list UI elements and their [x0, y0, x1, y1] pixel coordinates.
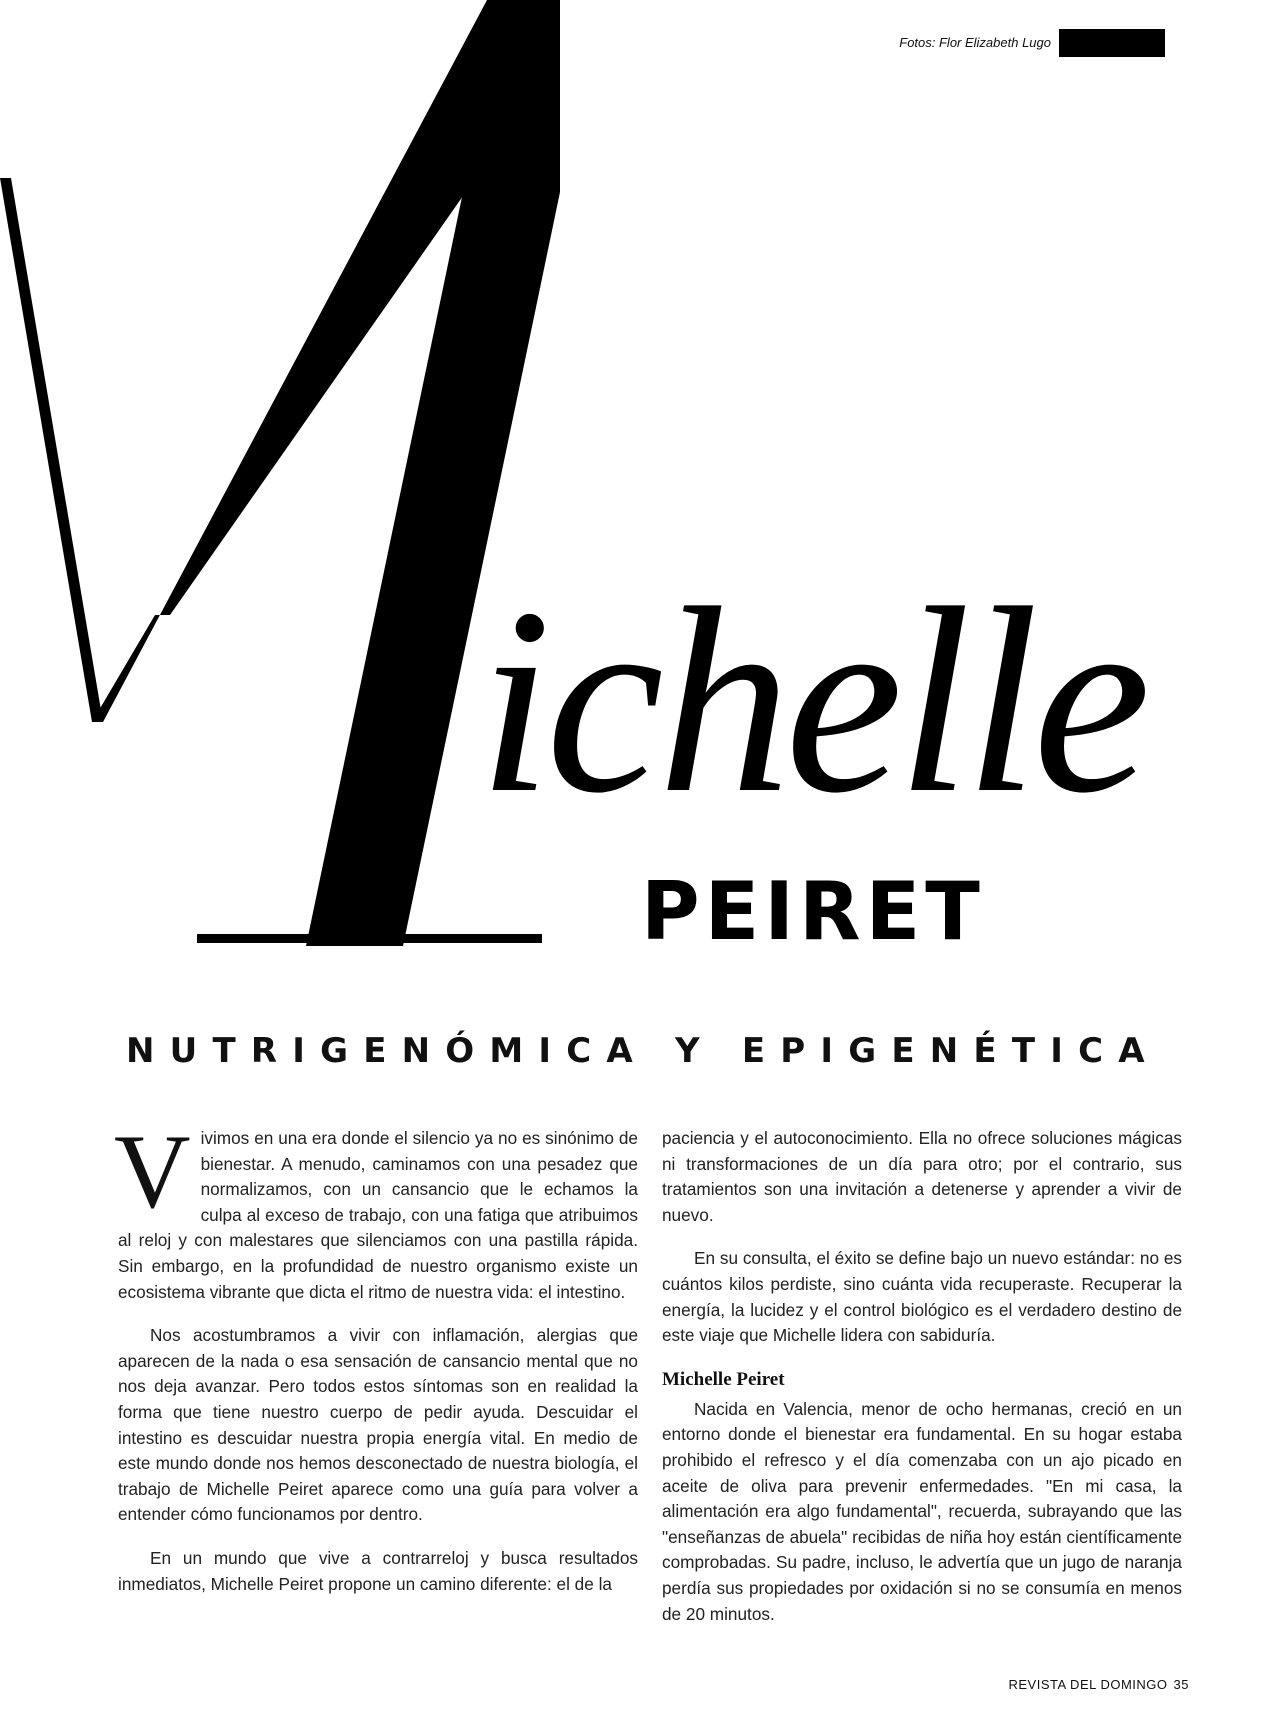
page-footer [1009, 1677, 1190, 1692]
publication-name: REVISTA DEL DOMINGO [1008, 1677, 1168, 1692]
subtitle: NUTRIGENÓMICA Y EPIGENÉTICA [126, 1031, 1160, 1071]
photo-credit-text: Fotos: Flor Elizabeth Lugo [899, 35, 1051, 50]
title-initial-m [0, 0, 560, 950]
article-column-right [662, 1126, 1182, 1645]
paragraph: En su consulta, el éxito se define bajo un nuevo estándar: no es cuántos kilos perdiste, sino cuánta vida recuperaste. Recuperar la energía, la lucidez y el control biológico es el verdadero destino de este viaje que Michelle lidera con sabiduría. [662, 1248, 1182, 1346]
svg-text:M: M [0, 0, 1, 1]
paragraph [114, 1113, 638, 1305]
title-surname: PEIRET [641, 865, 985, 958]
photo-credit [900, 29, 1165, 57]
title-script: ichelle [478, 553, 1145, 848]
paragraph: Nos acostumbramos a vivir con inflamación, alergias que aparecen de la nada o esa sensación de cansancio mental que no nos deja avanzar. Pero todos estos síntomas son en realidad la forma que tiene nuestro cuerpo de pedir ayuda. Descuidar el intestino es descuidar nuestra propia energía vital. En medio de este mundo donde nos hemos desconectado de nuestra biología, el trabajo de Michelle Peiret aparece como una guía para volver a entender cómo funcionamos por dentro. [118, 1325, 638, 1525]
page-number: 35 [1173, 1677, 1189, 1692]
photo-credit-bar [1059, 29, 1165, 57]
paragraph: En un mundo que vive a contrarreloj y busca resultados inmediatos, Michelle Peiret propone un camino diferente: el de la [118, 1547, 638, 1594]
section-heading: Michelle Peiret [662, 1368, 785, 1390]
paragraph: paciencia y el autoconocimiento. Ella no ofrece soluciones mágicas ni transformaciones de un día para otro; por el contrario, sus tratamientos son una invitación a detenerse y aprender a vivir de nuevo. [662, 1128, 1182, 1225]
paragraph: Nacida en Valencia, menor de ocho hermanas, creció en un entorno donde el bienestar era fundamental. En su hogar estaba prohibido el refresco y el día comenzaba con un ajo picado en aceite de oliva para prevenir enfermedades. "En mi casa, la alimentación era algo fundamental", recuerda, subrayando que las "enseñanzas de abuela" recibidas de niña hoy están científicamente comprobadas. Su padre, incluso, le advertía que un jugo de naranja perdía sus propiedades por oxidación si no se consumía en menos de 20 minutos. [662, 1398, 1182, 1624]
article-column-left [114, 1113, 638, 1615]
drop-cap: V [114, 1113, 191, 1230]
paragraph-text: ivimos en una era donde el silencio ya no es sinónimo de bienestar. A menudo, caminamos con una pesadez que normalizamos, con un cansancio que le echamos la culpa al exceso de trabajo, con una fatiga que atribuimos al reloj y con malestares que silenciamos con una pastilla rápida. Sin embargo, en la profundidad de nuestro organismo existe un ecosistema vibrante que dicta el ritmo de nuestra vida: el intestino. [118, 1128, 638, 1302]
